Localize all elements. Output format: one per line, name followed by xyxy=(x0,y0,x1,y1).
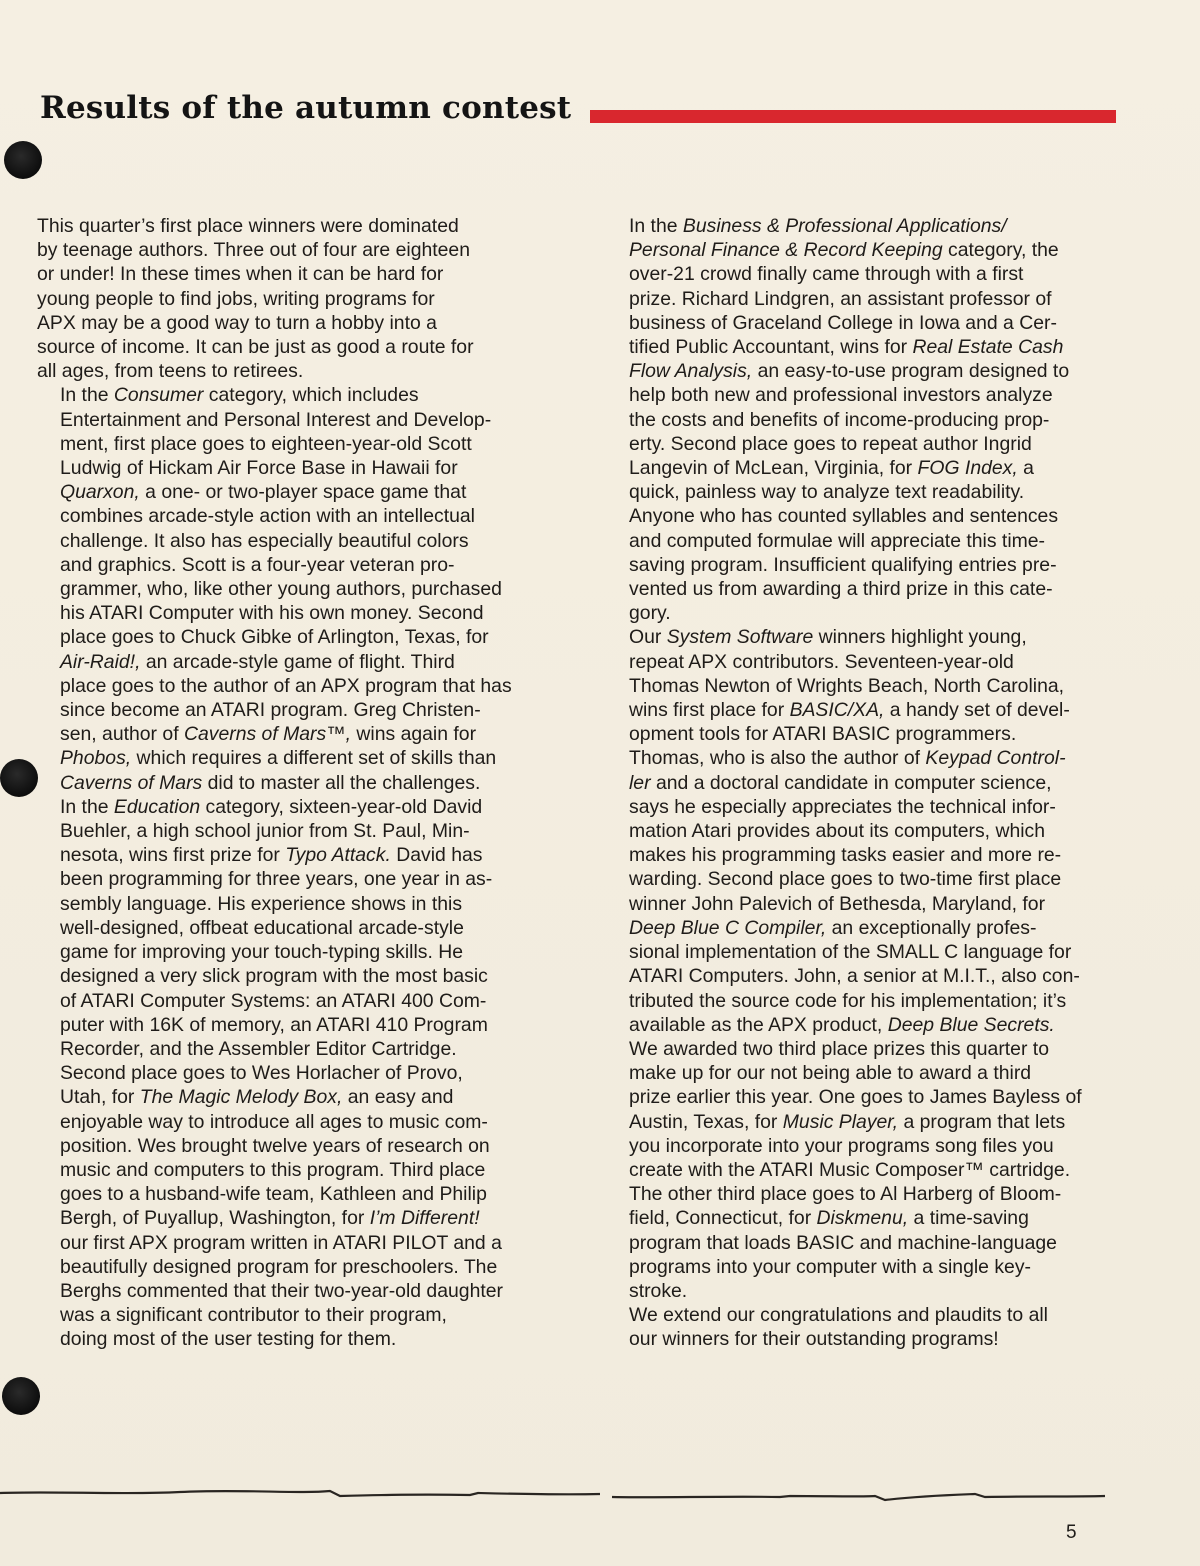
text-line: our winners for their outstanding programs! xyxy=(629,1328,999,1351)
text-line: Ludwig of Hickam Air Force Base in Hawaii for xyxy=(60,457,458,480)
text-line: Thomas, who is also the author of Keypad Control- xyxy=(629,747,1066,770)
text-line: warding. Second place goes to two-time first place xyxy=(629,868,1062,891)
paragraph xyxy=(606,1303,1106,1351)
text-line: since become an ATARI program. Greg Christen- xyxy=(60,699,481,722)
text-line: We awarded two third place prizes this quarter to xyxy=(629,1037,1049,1060)
text-line: Anyone who has counted syllables and sentences xyxy=(629,505,1059,528)
text-line: all ages, from teens to retirees. xyxy=(37,360,304,383)
text-line: young people to find jobs, writing programs for xyxy=(37,287,435,310)
paragraph xyxy=(37,214,537,383)
text-line: vented us from awarding a third prize in this cate- xyxy=(629,578,1053,601)
text-line: doing most of the user testing for them. xyxy=(60,1328,397,1351)
text-line: you incorporate into your programs song files you xyxy=(629,1134,1054,1157)
text-line: In the Business & Professional Applications/ xyxy=(629,215,1007,237)
text-line: mation Atari provides about its computers, which xyxy=(629,820,1046,843)
page-title: Results of the autumn contest xyxy=(40,90,572,126)
text-line: erty. Second place goes to repeat author Ingrid xyxy=(629,432,1032,455)
text-line: programs into your computer with a single key- xyxy=(629,1255,1031,1278)
text-line: prize earlier this year. One goes to James Bayless of xyxy=(629,1086,1082,1109)
text-line: designed a very slick program with the most basic xyxy=(60,965,488,988)
text-line: music and computers to this program. Third place xyxy=(60,1158,486,1181)
text-line: place goes to Chuck Gibke of Arlington, Texas, for xyxy=(60,626,489,649)
text-line: ler and a doctoral candidate in computer science, xyxy=(629,771,1052,794)
text-line: quick, painless way to analyze text readability. xyxy=(629,481,1025,504)
text-line: Austin, Texas, for Music Player, a program that lets xyxy=(629,1110,1066,1133)
text-line: beautifully designed program for preschoolers. The xyxy=(60,1255,498,1278)
text-line: Bergh, of Puyallup, Washington, for I’m Different! xyxy=(60,1207,480,1230)
text-line: winner John Palevich of Bethesda, Maryland, for xyxy=(629,892,1046,915)
text-line: opment tools for ATARI BASIC programmers. xyxy=(629,723,1017,746)
text-line: combines arcade-style action with an intellectual xyxy=(60,505,475,528)
text-line: The other third place goes to Al Harberg of Bloom- xyxy=(629,1183,1062,1206)
red-heading-rule xyxy=(590,110,1116,123)
text-line: ATARI Computers. John, a senior at M.I.T., also con- xyxy=(629,965,1080,988)
text-line: Second place goes to Wes Horlacher of Provo, xyxy=(60,1062,463,1085)
text-line: Phobos, which requires a different set of skills than xyxy=(60,747,497,770)
binder-hole-middle xyxy=(0,759,38,797)
binder-hole-top xyxy=(4,141,42,179)
text-line: In the Education category, sixteen-year-old David xyxy=(60,795,483,818)
paragraph xyxy=(37,795,537,1352)
text-line: source of income. It can be just as good a route for xyxy=(37,336,474,359)
text-line: Quarxon, a one- or two-player space game that xyxy=(60,481,467,504)
text-line: game for improving your touch-typing skills. He xyxy=(60,941,464,964)
text-line: tributed the source code for his implementation; it’s xyxy=(629,989,1067,1012)
text-line: Our System Software winners highlight young, xyxy=(629,626,1027,649)
text-line: Caverns of Mars did to master all the challenges. xyxy=(60,771,481,794)
text-line: and graphics. Scott is a four-year veteran pro- xyxy=(60,553,455,576)
text-line: Utah, for The Magic Melody Box, an easy and xyxy=(60,1086,454,1109)
text-line: available as the APX product, Deep Blue Secrets. xyxy=(629,1013,1055,1036)
text-line: wins first place for BASIC/XA, a handy set of devel- xyxy=(629,699,1070,722)
text-line: and computed formulae will appreciate this time- xyxy=(629,529,1046,552)
text-line: well-designed, offbeat educational arcade-style xyxy=(60,916,464,939)
text-line: tified Public Accountant, wins for Real Estate Cash xyxy=(629,336,1064,359)
text-line: puter with 16K of memory, an ATARI 410 Program xyxy=(60,1013,488,1036)
text-line: sen, author of Caverns of Mars™, wins again for xyxy=(60,723,477,746)
text-line: of ATARI Computer Systems: an ATARI 400 Com- xyxy=(60,989,487,1012)
left-text-column xyxy=(37,214,537,1352)
page-number: 5 xyxy=(1066,1522,1077,1543)
text-line: Buehler, a high school junior from St. Paul, Min- xyxy=(60,820,470,843)
text-line: make up for our not being able to award a third xyxy=(629,1062,1032,1085)
text-line: Deep Blue C Compiler, an exceptionally profes- xyxy=(629,916,1037,939)
paragraph xyxy=(606,214,1106,625)
text-line: ment, first place goes to eighteen-year-old Scott xyxy=(60,432,472,455)
text-line: by teenage authors. Three out of four are eighteen xyxy=(37,239,471,262)
text-line: APX may be a good way to turn a hobby into a xyxy=(37,311,437,334)
text-line: gory. xyxy=(629,602,671,625)
text-line: our first APX program written in ATARI PILOT and a xyxy=(60,1231,502,1254)
text-line: business of Graceland College in Iowa and a Cer- xyxy=(629,311,1057,334)
text-line: create with the ATARI Music Composer™ cartridge. xyxy=(629,1158,1071,1181)
text-line: prize. Richard Lindgren, an assistant professor of xyxy=(629,287,1052,310)
text-line: In the Consumer category, which includes xyxy=(60,384,419,407)
text-line: sional implementation of the SMALL C language for xyxy=(629,941,1072,964)
text-line: was a significant contributor to their program, xyxy=(60,1304,447,1327)
bottom-tear-line xyxy=(0,1480,1110,1510)
text-line: position. Wes brought twelve years of research on xyxy=(60,1134,490,1157)
text-line: repeat APX contributors. Seventeen-year-old xyxy=(629,650,1014,673)
text-line: the costs and benefits of income-producing prop- xyxy=(629,408,1050,431)
text-line: or under! In these times when it can be hard for xyxy=(37,263,444,286)
text-line: goes to a husband-wife team, Kathleen and Philip xyxy=(60,1183,487,1206)
text-line: challenge. It also has especially beautiful colors xyxy=(60,529,469,552)
paragraph xyxy=(37,383,537,794)
text-line: enjoyable way to introduce all ages to music com- xyxy=(60,1110,488,1133)
text-line: Berghs commented that their two-year-old daughter xyxy=(60,1279,503,1302)
right-text-column xyxy=(606,214,1106,1352)
text-line: help both new and professional investors analyze xyxy=(629,384,1053,407)
text-line: Langevin of McLean, Virginia, for FOG Index, a xyxy=(629,457,1034,480)
text-line: place goes to the author of an APX program that has xyxy=(60,674,512,697)
text-line: grammer, who, like other young authors, purchased xyxy=(60,578,502,601)
text-line: nesota, wins first prize for Typo Attack. David has xyxy=(60,844,483,867)
text-line: This quarter’s first place winners were dominated xyxy=(37,215,459,237)
text-line: program that loads BASIC and machine-language xyxy=(629,1231,1057,1254)
text-line: Thomas Newton of Wrights Beach, North Carolina, xyxy=(629,674,1065,697)
text-line: makes his programming tasks easier and more re- xyxy=(629,844,1062,867)
text-line: says he especially appreciates the technical infor- xyxy=(629,795,1056,818)
text-line: saving program. Insufficient qualifying entries pre- xyxy=(629,553,1057,576)
text-line: his ATARI Computer with his own money. Second xyxy=(60,602,484,625)
text-line: Personal Finance & Record Keeping category, the xyxy=(629,239,1059,262)
text-line: been programming for three years, one year in as- xyxy=(60,868,493,891)
text-line: stroke. xyxy=(629,1279,688,1302)
text-line: Entertainment and Personal Interest and Develop- xyxy=(60,408,492,431)
text-line: Air-Raid!, an arcade-style game of flight. Third xyxy=(60,650,455,673)
paragraph xyxy=(606,625,1106,1303)
binder-hole-bottom xyxy=(2,1377,40,1415)
text-line: We extend our congratulations and plaudits to all xyxy=(629,1304,1048,1327)
text-line: sembly language. His experience shows in this xyxy=(60,892,463,915)
text-line: Flow Analysis, an easy-to-use program designed to xyxy=(629,360,1070,383)
text-line: field, Connecticut, for Diskmenu, a time-saving xyxy=(629,1207,1029,1230)
text-line: Recorder, and the Assembler Editor Cartridge. xyxy=(60,1037,457,1060)
text-line: over-21 crowd finally came through with a first xyxy=(629,263,1024,286)
